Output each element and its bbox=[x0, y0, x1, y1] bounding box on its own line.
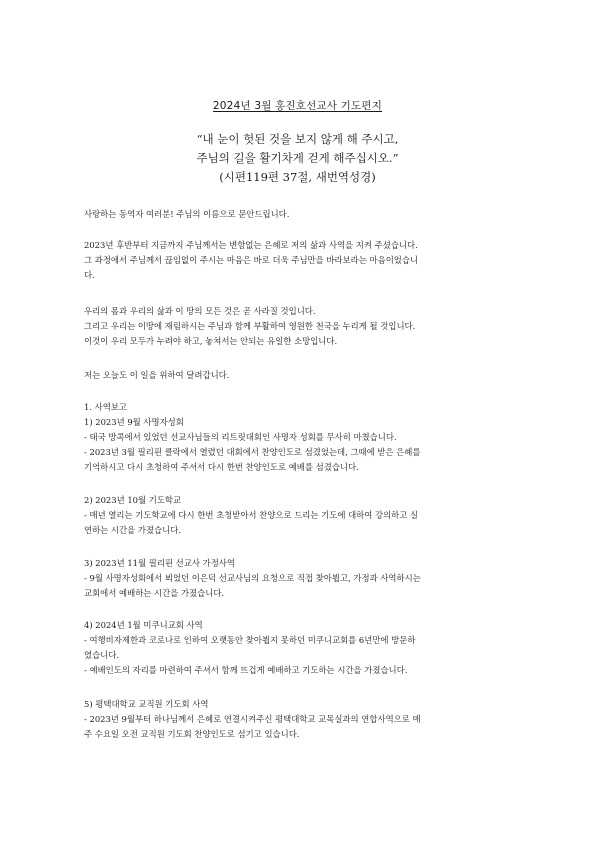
report-item-4-line-3: - 예배인도의 자리를 마련하여 주셔서 함께 뜨겁게 예배하고 기도하는 시간을 가졌습니다. bbox=[84, 665, 408, 675]
hope-line-3: 이것이 우리 모두가 누려야 하고, 놓쳐서는 안되는 유일한 소망입니다. bbox=[84, 336, 338, 346]
verse-line-2: 주님의 길을 활기차게 걷게 해주십시오.” bbox=[196, 151, 399, 165]
report-item-3-line-2: 교회에서 예배하는 시간을 가졌습니다. bbox=[84, 588, 225, 598]
report-item-5-heading: 5) 평택대학교 교직원 기도회 사역 bbox=[84, 699, 209, 709]
hope-line-1: 우리의 몸과 우리의 삶과 이 땅의 모든 것은 곧 사라질 것입니다. bbox=[84, 306, 316, 316]
report-item-5-line-2: 주 수요일 오전 교직원 기도회 찬양인도로 섬기고 있습니다. bbox=[84, 729, 300, 739]
letter-title: 2024년 3월 홍진호선교사 기도편지 bbox=[212, 100, 383, 112]
report-item-1-line-1: - 태국 방콕에서 있었던 선교사님들의 리트릿대회인 사명자 성회를 무사히 마쳤습니다. bbox=[84, 432, 397, 442]
report-item-1-heading: 1) 2023년 9월 사명자성회 bbox=[84, 417, 184, 427]
report-item-5-line-1: - 2023년 9월부터 하나님께서 은혜로 연결시켜주신 평택대학교 교목실과의 연합사역으로 매 bbox=[84, 714, 421, 724]
hope-line-2: 그리고 우리는 이땅에 재림하시는 주님과 함께 부활하여 영원한 천국을 누리게 될 것입니다. bbox=[84, 321, 416, 331]
purpose-line: 저는 오늘도 이 일을 위하여 달려갑니다. bbox=[84, 370, 230, 380]
greeting: 사랑하는 동역자 여러분! 주님의 이름으로 문안드립니다. bbox=[84, 209, 290, 219]
report-item-4-line-2: 였습니다. bbox=[84, 650, 120, 660]
intro-line-3: 다. bbox=[84, 270, 95, 280]
intro-line-1: 2023년 후반부터 지금까지 주님께서는 변함없는 은혜로 저의 삶과 사역을 지켜 주셨습니다. bbox=[84, 240, 418, 250]
report-heading: 1. 사역보고 bbox=[84, 402, 128, 412]
report-item-1-line-2: - 2023년 3월 필리핀 클락에서 열렸던 대회에서 찬양인도로 섬겼었는데, 그때에 받은 은혜를 bbox=[84, 447, 421, 457]
report-item-1-line-3: 기억하시고 다시 초청하여 주셔서 다시 한번 찬양인도로 예배를 섬겼습니다. bbox=[84, 462, 359, 472]
report-item-3-heading: 3) 2023년 11월 필리핀 선교사 가정사역 bbox=[84, 558, 235, 568]
report-item-2-line-1: - 매년 열리는 기도학교에 다시 한번 초청받아서 찬양으로 드리는 기도에 대하여 강의하고 실 bbox=[84, 510, 419, 520]
report-item-3-line-1: - 9월 사명자성회에서 뵈었던 이은덕 선교사님의 요청으로 직접 찾아뵙고, 가정과 사역하시는 bbox=[84, 573, 421, 583]
verse-line-1: “내 눈이 헛된 것을 보지 않게 해 주시고, bbox=[196, 132, 399, 146]
report-item-4-line-1: - 여행비자제한과 코로나로 인하여 오랫동안 찾아뵙지 못하던 미쿠니교회를 6년만에 방문하 bbox=[84, 635, 416, 645]
report-item-2-heading: 2) 2023년 10월 기도학교 bbox=[84, 495, 182, 505]
intro-line-2: 그 과정에서 주님께서 끊임없이 주시는 마음은 바로 더욱 주님만을 바라보라는 마음이었습니 bbox=[84, 255, 419, 265]
report-item-2-line-2: 연하는 시간을 가졌습니다. bbox=[84, 525, 181, 535]
verse-reference: (시편119편 37절, 새번역성경) bbox=[219, 170, 376, 184]
report-item-4-heading: 4) 2024년 1월 미쿠니교회 사역 bbox=[84, 620, 203, 630]
